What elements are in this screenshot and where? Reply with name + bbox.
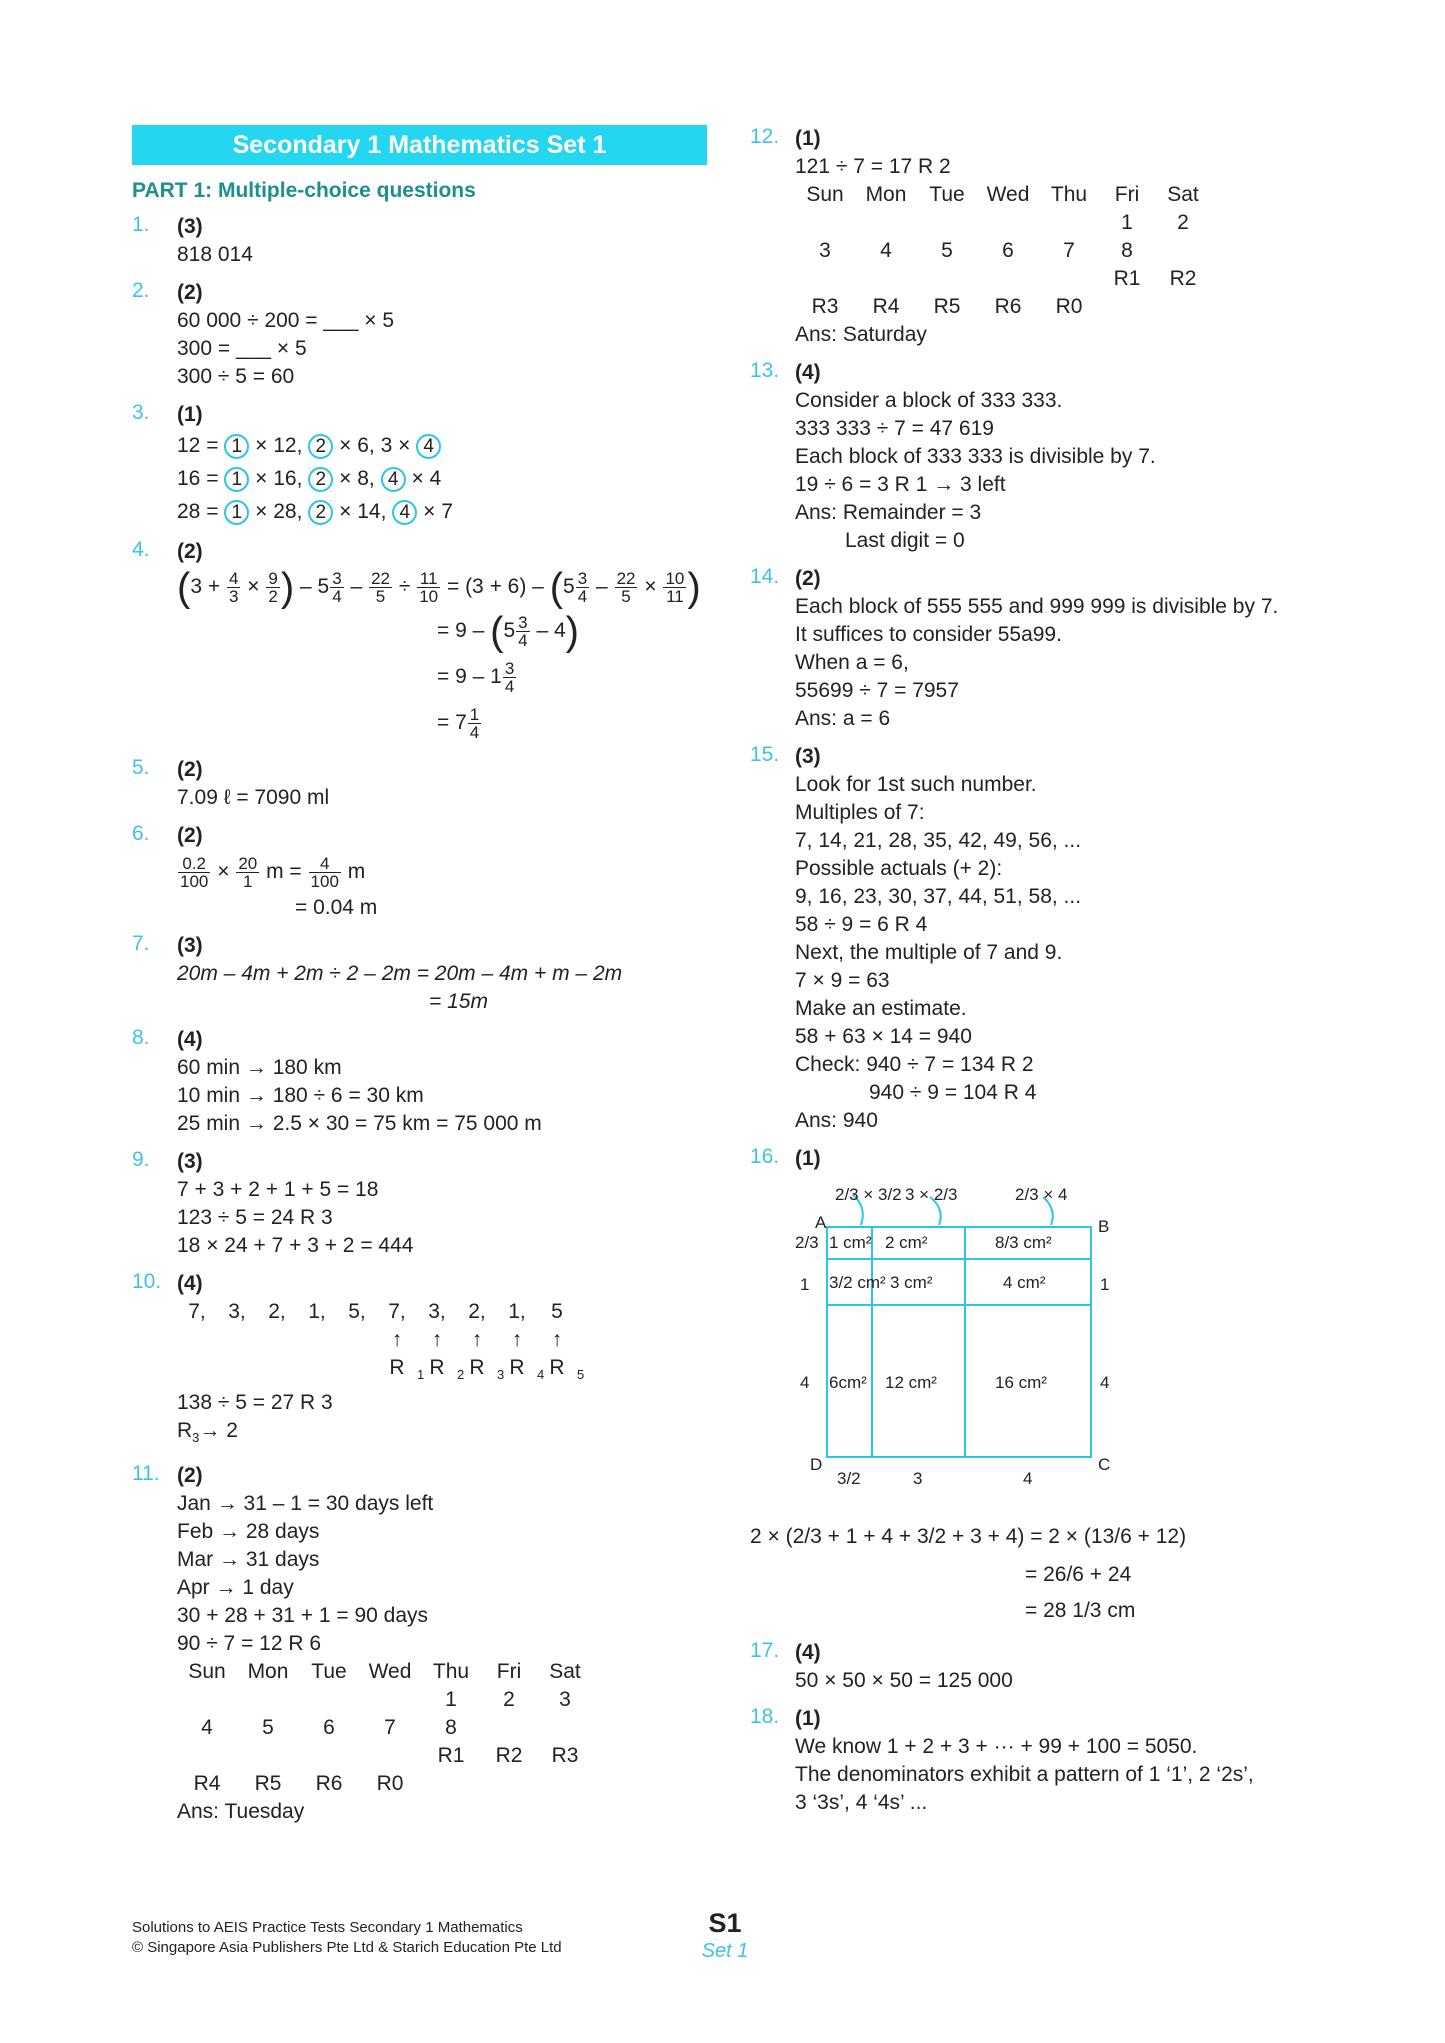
solution-line: 30 + 28 + 31 + 1 = 90 days	[177, 1604, 429, 1628]
solution-line: 7, 14, 21, 28, 35, 42, 49, 56, ...	[795, 829, 1082, 852]
question-7	[132, 932, 712, 1016]
calendar-table: Sun Mon Tue Wed Thu Fri Sat 1 2 3 4 5 6 7 8 R1 R2 R3 R4 R5 R6 R0	[188, 1660, 581, 1796]
question-2	[132, 279, 712, 391]
part-title: PART 1: Multiple-choice questions	[132, 179, 476, 202]
factor-row: 16 = 1 × 16, 2 × 8, 4 × 4	[177, 467, 442, 490]
answer-choice: (4)	[177, 1028, 203, 1051]
top-label: 2/3 × 3/2	[835, 1185, 902, 1204]
question-16	[750, 1145, 1310, 1629]
solution-line: 58 + 63 × 14 = 940	[795, 1025, 972, 1048]
page-label: S1	[708, 1908, 742, 1938]
answer-choice: (4)	[177, 1272, 203, 1295]
solution-line: 3 ‘3s’, 4 ‘4s’ ...	[795, 1791, 928, 1814]
solution-line: 333 333 ÷ 7 = 47 619	[795, 417, 994, 440]
circled-factor: 1	[224, 434, 249, 459]
question-13	[750, 359, 1310, 555]
up-arrow-icon: ↑	[551, 1328, 563, 1351]
question-12	[750, 125, 1310, 349]
question-number: 4.	[132, 538, 150, 561]
circled-factor: 4	[416, 434, 441, 459]
cell-area: 4 cm²	[1003, 1273, 1046, 1292]
question-1	[132, 213, 712, 269]
solution-line: 25 min → 2.5 × 30 = 75 km = 75 000 m	[177, 1112, 542, 1135]
page-footer	[132, 1918, 562, 1958]
factor-row: 28 = 1 × 28, 2 × 14, 4 × 7	[177, 500, 453, 523]
question-6	[132, 822, 712, 922]
solution-line: We know 1 + 2 + 3 + ··· + 99 + 100 = 5050.	[795, 1735, 1198, 1758]
solution-line: The denominators exhibit a pattern of 1 ‘1’, 2 ‘2s’,	[795, 1763, 1254, 1786]
solution-line: Ans: Tuesday	[177, 1800, 305, 1824]
arrow-row	[177, 1326, 712, 1354]
question-11	[132, 1462, 712, 1826]
set-label: Set 1	[701, 1940, 749, 1962]
solution-line: 7.09 ℓ = 7090 ml	[177, 786, 330, 809]
solution-line: Jan → 31 – 1 = 30 days left	[177, 1492, 434, 1516]
perimeter-equation-step: = 28 1/3 cm	[1025, 1599, 1136, 1622]
up-arrow-icon: ↑	[511, 1328, 523, 1351]
bottom-label: 3/2	[837, 1469, 861, 1488]
answer-choice: (3)	[177, 215, 203, 238]
question-17	[750, 1639, 1310, 1695]
corner-label: B	[1098, 1217, 1110, 1236]
cell-area: 2 cm²	[885, 1233, 928, 1252]
circled-factor: 4	[381, 467, 406, 492]
question-number: 6.	[132, 822, 150, 845]
solution-line: Apr → 1 day	[177, 1576, 294, 1600]
solution-line: 10 min → 180 ÷ 6 = 30 km	[177, 1084, 424, 1107]
solution-line: Possible actuals (+ 2):	[795, 857, 1003, 880]
solution-line: Ans: Saturday	[795, 323, 927, 346]
cell-area: 3 cm²	[890, 1273, 933, 1292]
up-arrow-icon: ↑	[471, 1328, 483, 1351]
solution-line: 138 ÷ 5 = 27 R 3	[177, 1391, 333, 1415]
answer-choice: (2)	[177, 281, 203, 304]
right-column	[750, 125, 1310, 1817]
remainder-row: R $_1$ R $_2$ R $_3$ R $_4$ R $_5$	[389, 1356, 585, 1383]
answer-choice: (2)	[795, 567, 821, 590]
cell-area: 1 cm²	[829, 1233, 872, 1252]
cell-area: 6cm²	[829, 1373, 867, 1392]
answer-choice: (4)	[795, 361, 821, 384]
solution-line: 60 000 ÷ 200 = ___ × 5	[177, 309, 395, 332]
fraction-equation: (3 + $\frac{4}{3}$ × $\frac{9}{2}$ ) – 5 $\frac{3}{4}$ – $\frac{22}{5}$ ÷ $\frac{11}{10}$ = (3 + 6) – (5 $\frac{3}{4}$ – $\frac{22}{5}$ × $\frac{10}{11}$ )	[177, 565, 701, 610]
question-number: 3.	[132, 401, 150, 424]
question-14	[750, 565, 1310, 733]
answer-choice: (3)	[177, 934, 203, 957]
question-number: 10.	[132, 1270, 162, 1293]
answer-choice: (1)	[177, 403, 203, 426]
footer-title: Solutions to AEIS Practice Tests Secondary 1 Mathematics	[132, 1919, 523, 1936]
solution-line: 7 × 9 = 63	[795, 969, 890, 992]
solution-line: 818 014	[177, 243, 253, 266]
question-4	[132, 538, 712, 746]
question-number: 14.	[750, 565, 780, 588]
corner-label: D	[810, 1455, 823, 1474]
solution-line: 7 + 3 + 2 + 1 + 5 = 18	[177, 1178, 379, 1201]
solution-line: Check: 940 ÷ 7 = 134 R 2	[795, 1053, 1034, 1076]
solution-line: 58 ÷ 9 = 6 R 4	[795, 913, 928, 936]
answer-choice: (2)	[177, 540, 203, 563]
solution-line: 940 ÷ 9 = 104 R 4	[869, 1081, 1037, 1104]
question-number: 1.	[132, 213, 150, 236]
question-number: 2.	[132, 279, 150, 302]
question-number: 12.	[750, 125, 780, 148]
answer-choice: (1)	[795, 1707, 821, 1730]
question-number: 13.	[750, 359, 780, 382]
circled-factor: 2	[308, 434, 333, 459]
side-label: 2/3	[795, 1233, 819, 1252]
solution-line: Last digit = 0	[845, 529, 965, 552]
fraction-equation-step: = 7 $\frac{1}{4}$	[437, 704, 480, 742]
answer-choice: (2)	[177, 758, 203, 781]
solution-line: 60 min → 180 km	[177, 1056, 342, 1079]
side-label: 1	[800, 1275, 810, 1294]
top-label: 2/3 × 4	[1015, 1185, 1068, 1204]
question-number: 7.	[132, 932, 150, 955]
circled-factor: 2	[308, 500, 333, 525]
solution-line: Mar → 31 days	[177, 1548, 320, 1572]
question-number: 18.	[750, 1705, 780, 1728]
answer-choice: (2)	[177, 1464, 203, 1488]
answer-choice: (1)	[795, 127, 821, 150]
fraction-equation-step: = 9 – 1 $\frac{3}{4}$	[437, 658, 515, 696]
solution-line: It suffices to consider 55a99.	[795, 623, 1062, 646]
solution-line: 300 ÷ 5 = 60	[177, 365, 295, 388]
perimeter-equation-step: = 26/6 + 24	[1025, 1563, 1132, 1586]
up-arrow-icon: ↑	[431, 1328, 443, 1351]
perimeter-equation: 2 × (2/3 + 1 + 4 + 3/2 + 3 + 4) = 2 × (13/6 + 12)	[750, 1525, 1187, 1548]
solution-line: 19 ÷ 6 = 3 R 1 → 3 left	[795, 473, 1006, 496]
question-18	[750, 1705, 1310, 1817]
cell-area: 12 cm²	[885, 1373, 937, 1392]
question-number: 8.	[132, 1026, 150, 1049]
solution-line: = 15m	[429, 990, 488, 1013]
side-label: 4	[800, 1373, 810, 1392]
circled-factor: 4	[392, 500, 417, 525]
answer-choice: (1)	[795, 1147, 821, 1170]
top-label: 3 × 2/3	[905, 1185, 958, 1204]
question-number: 16.	[750, 1145, 780, 1168]
left-column	[132, 125, 712, 1826]
question-number: 9.	[132, 1148, 150, 1171]
question-5	[132, 756, 712, 812]
solution-line: Ans: a = 6	[795, 707, 891, 730]
question-number: 15.	[750, 743, 780, 766]
question-number: 17.	[750, 1639, 780, 1662]
fraction-equation-step: = 9 – (5 $\frac{3}{4}$ – 4)	[437, 609, 579, 654]
solution-line: Next, the multiple of 7 and 9.	[795, 941, 1063, 964]
bottom-label: 4	[1023, 1469, 1033, 1488]
circled-factor: 1	[224, 467, 249, 492]
answer-choice: (2)	[177, 824, 203, 847]
fraction-equation: $\frac{0.2}{100}$ × $\frac{20}{1}$ m = $\frac{4}{100}$ m	[180, 853, 366, 891]
question-number: 11.	[132, 1462, 160, 1486]
set-banner: Secondary 1 Mathematics Set 1	[132, 125, 707, 165]
side-label: 1	[1100, 1275, 1110, 1294]
solution-line: Feb → 28 days	[177, 1520, 320, 1544]
answer-choice: (3)	[795, 745, 821, 768]
solution-line: When a = 6,	[795, 651, 909, 674]
question-15	[750, 743, 1310, 1135]
cell-area: 3/2 cm²	[829, 1273, 886, 1292]
solution-line: 9, 16, 23, 30, 37, 44, 51, 58, ...	[795, 885, 1082, 908]
solution-line: 300 = ___ × 5	[177, 337, 307, 360]
solution-line: 20m – 4m + 2m ÷ 2 – 2m = 20m – 4m + m – 2m	[177, 962, 623, 985]
question-number: 5.	[132, 756, 150, 779]
solution-line: 18 × 24 + 7 + 3 + 2 = 444	[177, 1234, 414, 1257]
question-10	[132, 1270, 712, 1452]
corner-label: C	[1098, 1455, 1111, 1474]
solution-line: Look for 1st such number.	[795, 773, 1037, 796]
area-diagram	[795, 1177, 1215, 1517]
solution-line: 121 ÷ 7 = 17 R 2	[795, 155, 951, 178]
corner-label: A	[815, 1213, 827, 1232]
question-9	[132, 1148, 712, 1260]
page-number	[700, 1908, 750, 1963]
solution-line: Each block of 555 555 and 999 999 is divisible by 7.	[795, 595, 1279, 618]
solution-line: Ans: Remainder = 3	[795, 501, 982, 524]
bottom-label: 3	[913, 1469, 923, 1488]
side-label: 4	[1100, 1373, 1110, 1392]
question-3	[132, 401, 712, 528]
calendar-table: Sun Mon Tue Wed Thu Fri Sat 1 2 3 4 5 6 7 8 R1 R2 R3 R4 R5 R6 R0	[806, 183, 1199, 318]
answer-choice: (3)	[177, 1150, 203, 1173]
cell-area: 8/3 cm²	[995, 1233, 1052, 1252]
sequence-row: 7, 3, 2, 1, 5, 7, 3, 2, 1, 5	[188, 1300, 563, 1323]
solution-line: 50 × 50 × 50 = 125 000	[795, 1669, 1013, 1692]
solution-line: 55699 ÷ 7 = 7957	[795, 679, 959, 702]
solution-line: Consider a block of 333 333.	[795, 389, 1063, 412]
solution-line: Each block of 333 333 is divisible by 7.	[795, 445, 1156, 468]
answer-choice: (4)	[795, 1641, 821, 1664]
footer-copyright: © Singapore Asia Publishers Pte Ltd & Starich Education Pte Ltd	[132, 1939, 562, 1956]
circled-factor: 2	[308, 467, 333, 492]
solution-line: Make an estimate.	[795, 997, 967, 1020]
solution-line: Ans: 940	[795, 1109, 878, 1132]
solution-line: 123 ÷ 5 = 24 R 3	[177, 1206, 333, 1229]
area-grid	[795, 1177, 1215, 1517]
solution-line: Multiples of 7:	[795, 801, 925, 824]
up-arrow-icon: ↑	[391, 1328, 403, 1351]
solution-line: = 0.04 m	[295, 896, 378, 919]
solution-line: $R_3\to 2$	[177, 1419, 238, 1446]
circled-factor: 1	[224, 500, 249, 525]
question-8	[132, 1026, 712, 1138]
solution-line: 90 ÷ 7 = 12 R 6	[177, 1632, 322, 1656]
cell-area: 16 cm²	[995, 1373, 1047, 1392]
factor-row: 12 = 1 × 12, 2 × 6, 3 × 4	[177, 429, 712, 462]
